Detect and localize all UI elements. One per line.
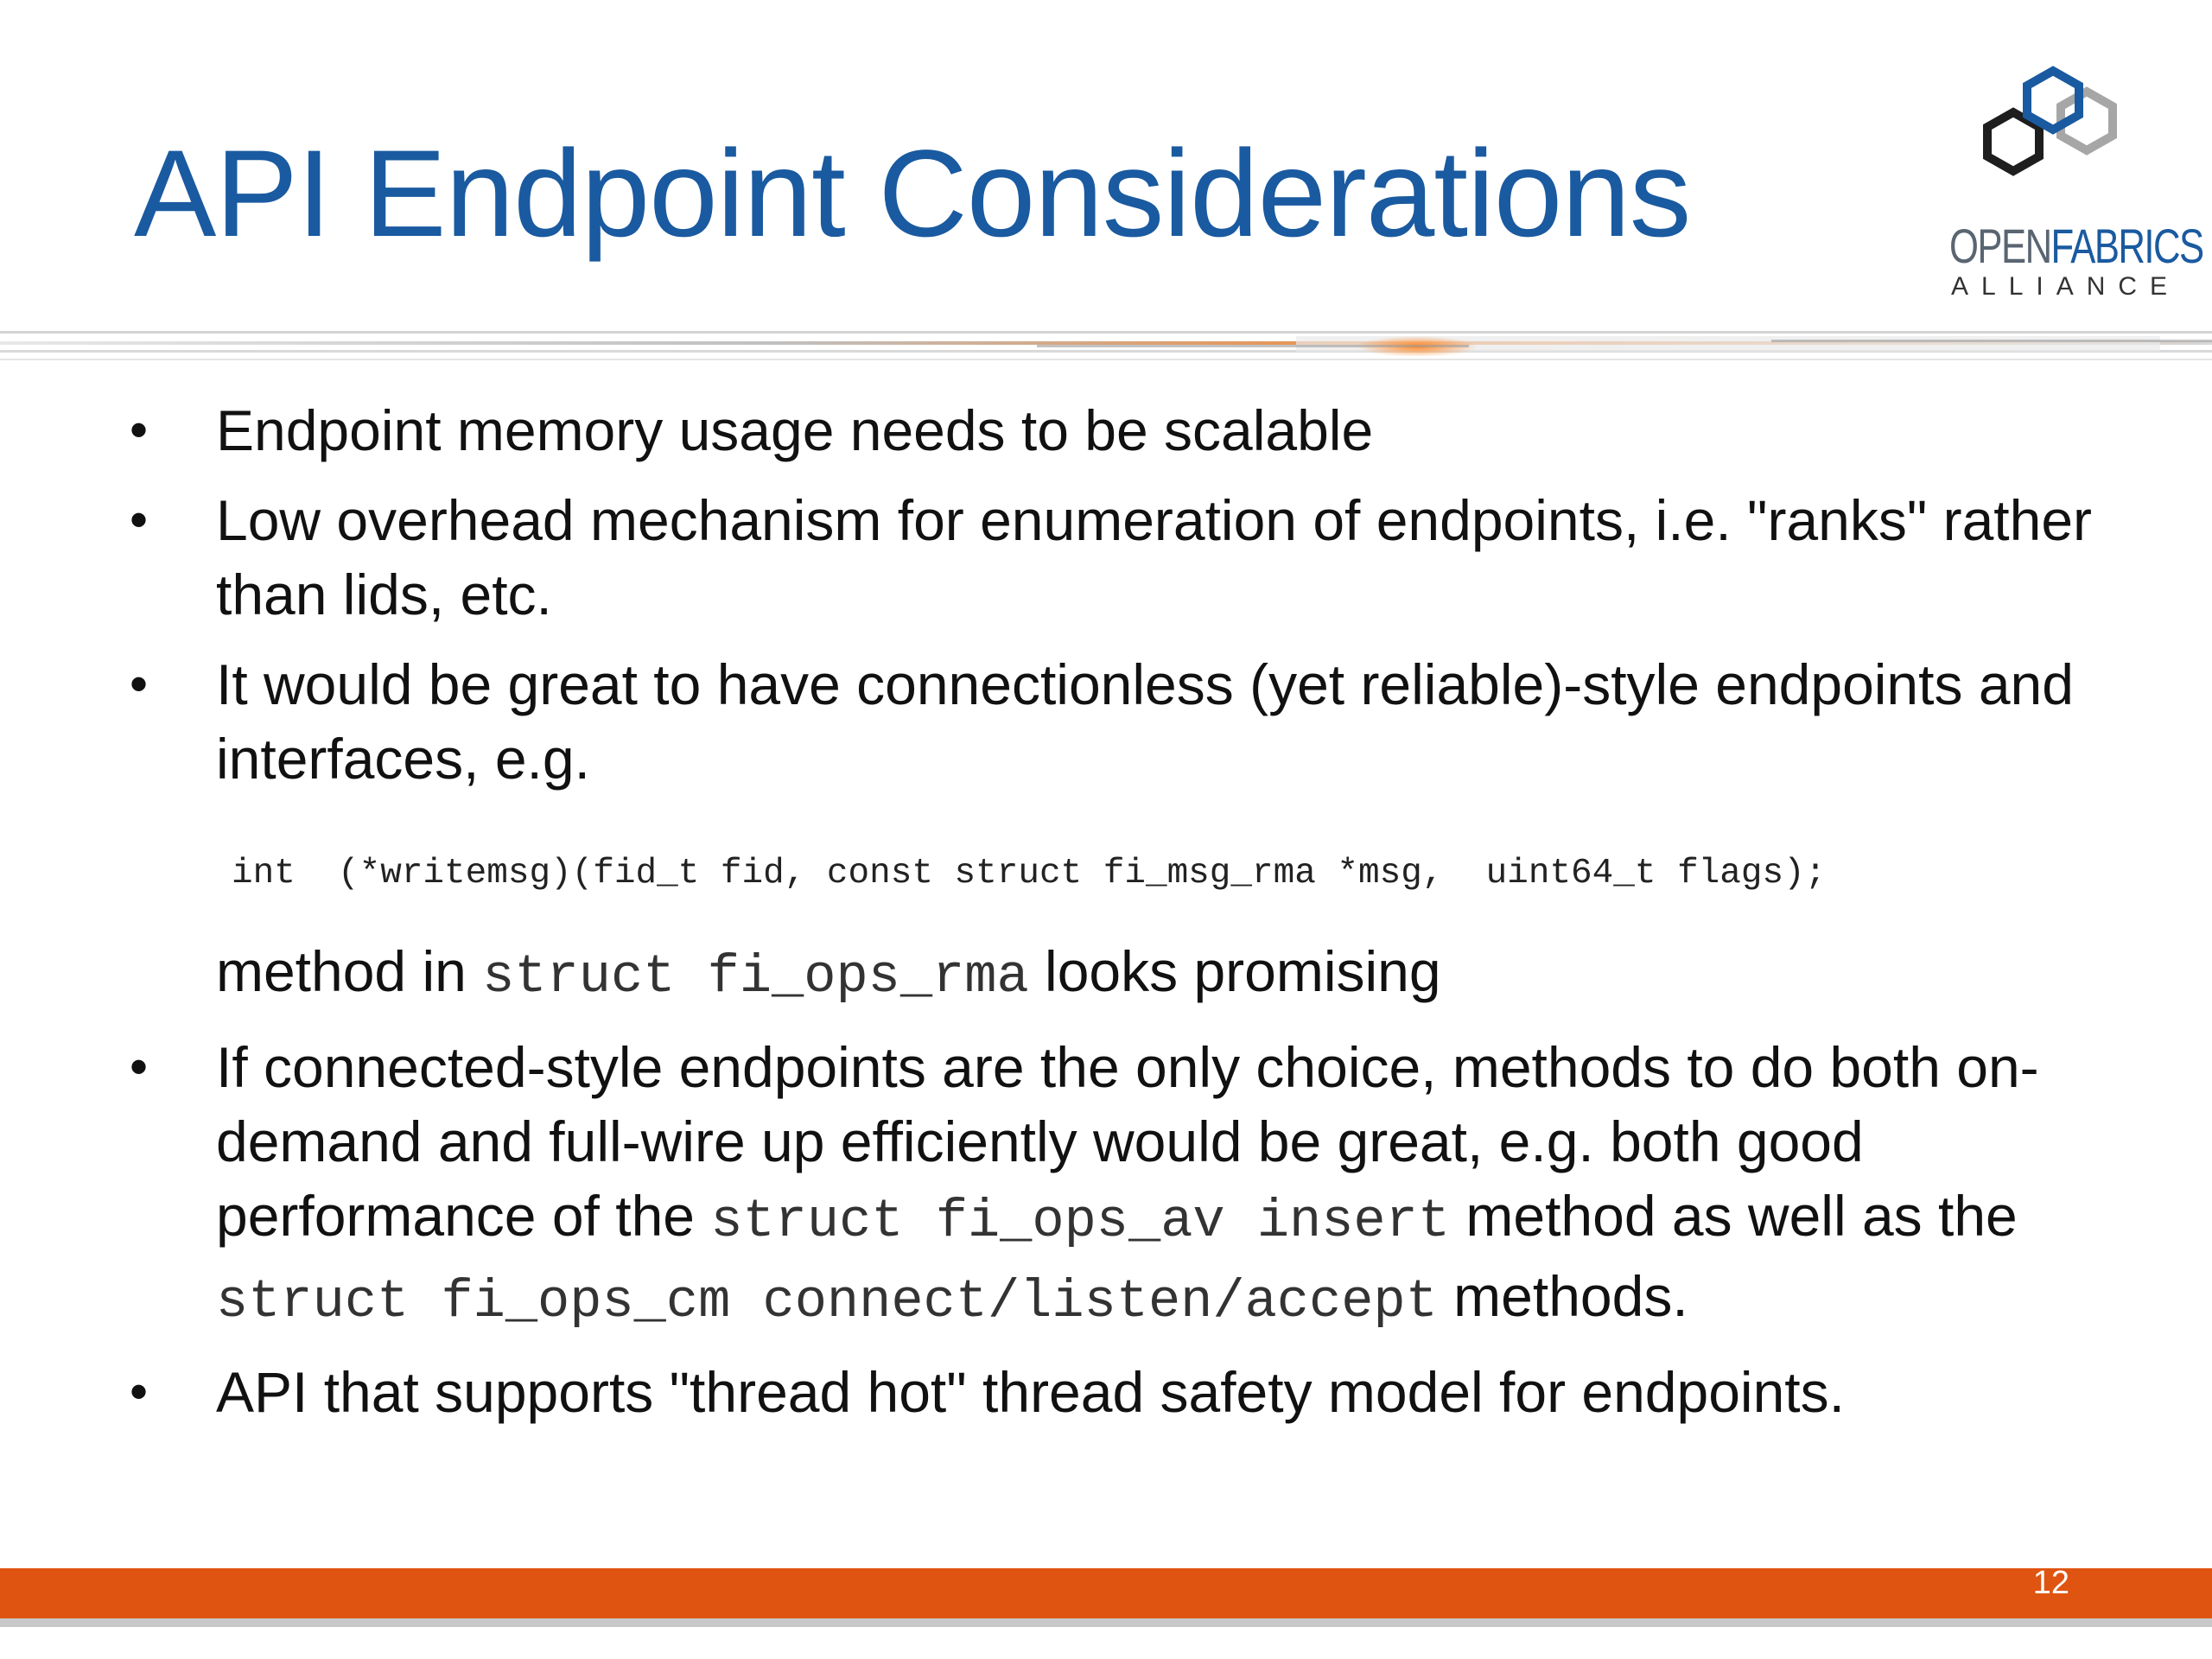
page-number: 12 bbox=[2032, 1565, 2069, 1601]
inline-code: struct fi_ops_rma bbox=[482, 946, 1029, 1007]
footer-divider bbox=[0, 1618, 2212, 1627]
continuation-text: method in bbox=[216, 939, 483, 1003]
logo-word-open: OPEN bbox=[1949, 219, 2051, 273]
bullet-dot-icon: • bbox=[130, 1363, 149, 1421]
bullet-text: method as well as the bbox=[1450, 1184, 2018, 1248]
bullet-list bbox=[130, 393, 2117, 1429]
bullet-text: It would be great to have connectionless (yet reliable)-style endpoints and interfaces, e.g. bbox=[216, 652, 2074, 791]
logo-wordmark bbox=[1949, 220, 2203, 272]
bullet-item bbox=[130, 1355, 2117, 1429]
bullet-text: Endpoint memory usage needs to be scalable bbox=[216, 398, 1374, 462]
footer-bar bbox=[0, 1568, 2212, 1618]
slide-title: API Endpoint Considerations bbox=[134, 125, 1691, 263]
logo-word-fabrics: FABRICS bbox=[2050, 219, 2203, 273]
bullet-dot-icon: • bbox=[130, 655, 149, 713]
bullet-text: If connected-style endpoints are the only choice, methods to do both on-demand and full-wire up efficiently would be great, e.g. both good performance of the bbox=[216, 1035, 2039, 1248]
inline-code: struct fi_ops_av insert bbox=[710, 1191, 1451, 1252]
bullet-item bbox=[130, 647, 2117, 796]
logo-word-alliance: ALLIANCE bbox=[1951, 272, 2181, 301]
code-snippet: int (*writemsg)(fid_t fid, const struct fi_msg_rma *msg, uint64_t flags); bbox=[232, 854, 1827, 893]
continuation-text: looks promising bbox=[1028, 939, 1441, 1003]
bullet-item bbox=[130, 483, 2117, 632]
header-divider bbox=[0, 324, 2212, 376]
bullet-dot-icon: • bbox=[130, 491, 149, 549]
inline-code: struct fi_ops_cm connect/listen/accept bbox=[216, 1271, 1438, 1332]
bullet-text: methods. bbox=[1437, 1264, 1688, 1328]
bullet-continuation bbox=[130, 934, 2117, 1014]
bullet-dot-icon: • bbox=[130, 1038, 149, 1096]
bullet-item bbox=[130, 1030, 2117, 1339]
bullet-text: Low overhead mechanism for enumeration of endpoints, i.e. "ranks" rather than lids, etc. bbox=[216, 488, 2093, 626]
bullet-dot-icon: • bbox=[130, 401, 149, 459]
openfabrics-logo bbox=[1936, 60, 2212, 311]
bullet-item bbox=[130, 393, 2117, 467]
hexagon-logo-icon bbox=[1936, 60, 2212, 233]
bullet-text: API that supports "thread hot" thread safety model for endpoints. bbox=[216, 1360, 1845, 1424]
